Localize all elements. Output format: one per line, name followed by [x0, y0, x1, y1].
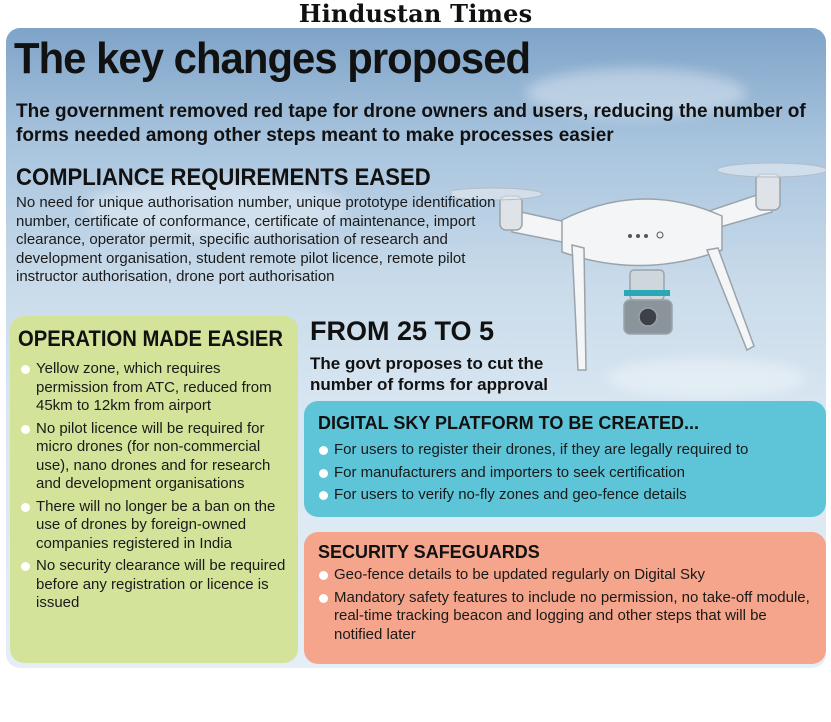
- forms-text: The govt proposes to cut the number of forms for approval: [310, 354, 549, 394]
- list-item: For users to register their drones, if they are legally required to: [316, 441, 816, 460]
- compliance-text: No need for unique authorisation number, unique prototype identification number, certificate of conformance, certificate of maintenance, import clearance, operator permit, specific authorisation of research and development organisation, student remote pilot licence, remote pilot instructor authorisation, drone port authorisation: [16, 194, 496, 285]
- security-list: [316, 566, 816, 648]
- operation-box: [10, 316, 298, 663]
- list-item: No security clearance will be required before any registration or licence is issued: [18, 557, 290, 613]
- list-item: No pilot licence will be required for micro drones (for non-commercial use), nano drones and for research and development organisations: [18, 420, 290, 494]
- operation-heading: OPERATION MADE EASIER: [18, 326, 284, 351]
- security-heading: SECURITY SAFEGUARDS: [318, 542, 540, 562]
- list-item: Mandatory safety features to include no permission, no take-off module, real-time tracking beacon and logging and other steps that will be notified later: [316, 589, 816, 645]
- digital-sky-list: [316, 441, 816, 509]
- bullet-dot-icon: [21, 503, 30, 512]
- list-item: Geo-fence details to be updated regularly on Digital Sky: [316, 566, 816, 585]
- compliance-heading: COMPLIANCE REQUIREMENTS EASED: [16, 164, 431, 191]
- bullet-dot-icon: [319, 469, 328, 478]
- digital-sky-box: [304, 401, 826, 517]
- security-box: [304, 532, 826, 664]
- infographic-panel: [6, 28, 826, 668]
- list-item: There will no longer be a ban on the use of drones by foreign-owned companies registered in India: [18, 498, 290, 554]
- bullet-dot-icon: [319, 446, 328, 455]
- list-item: For manufacturers and importers to seek certification: [316, 464, 816, 483]
- bullet-dot-icon: [21, 562, 30, 571]
- page-subtitle: The government removed red tape for drone owners and users, reducing the number of forms needed among other steps meant to make processes easier: [16, 101, 806, 146]
- bullet-dot-icon: [319, 594, 328, 603]
- digital-sky-heading: DIGITAL SKY PLATFORM TO BE CREATED...: [318, 413, 700, 433]
- list-item: Yellow zone, which requires permission from ATC, reduced from 45km to 12km from airport: [18, 360, 290, 416]
- list-item: For users to verify no-fly zones and geo-fence details: [316, 486, 816, 505]
- bullet-dot-icon: [319, 571, 328, 580]
- forms-heading: FROM 25 TO 5: [310, 316, 495, 346]
- operation-list: [18, 360, 290, 617]
- bullet-dot-icon: [319, 491, 328, 500]
- bullet-dot-icon: [21, 425, 30, 434]
- masthead-logo: Hindustan Times: [298, 0, 533, 28]
- bullet-dot-icon: [21, 365, 30, 374]
- page-title: The key changes proposed: [14, 34, 531, 83]
